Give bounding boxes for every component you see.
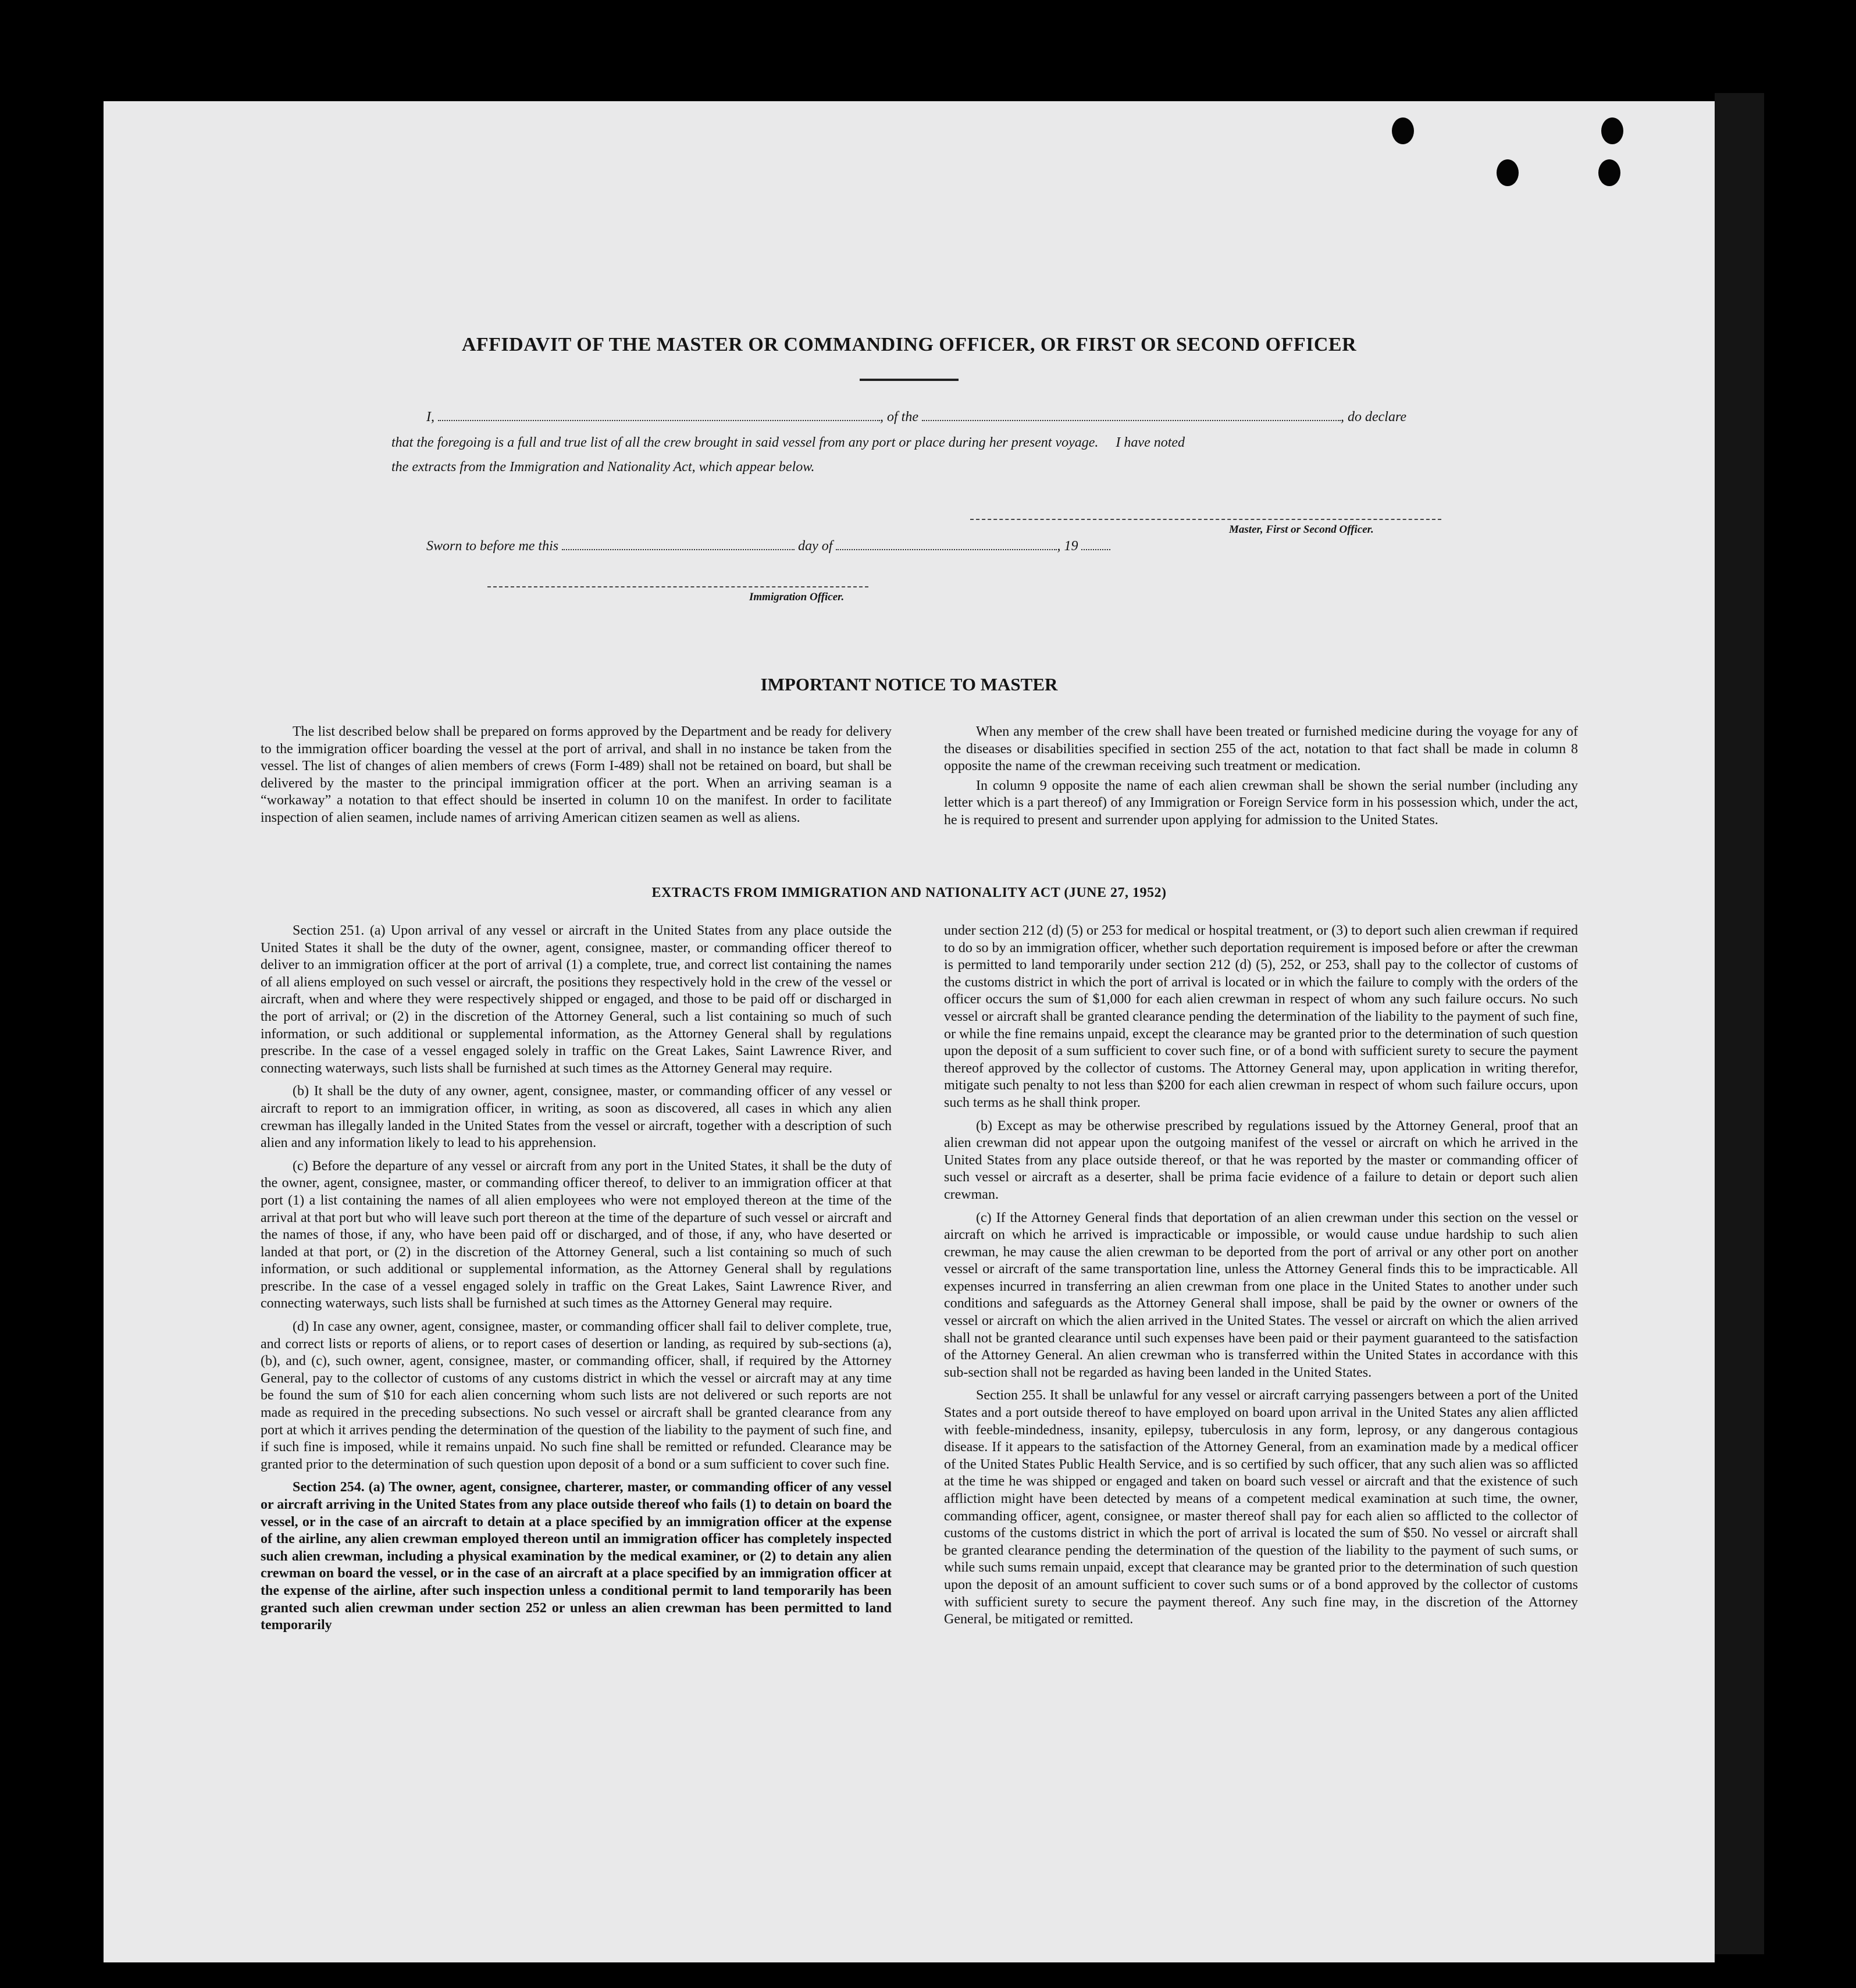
master-signature-label: Master, First or Second Officer.	[1229, 523, 1374, 536]
declaration-do-declare: , do declare	[1341, 409, 1407, 425]
sworn-line	[426, 539, 1110, 554]
declaration-i-label: I,	[426, 409, 434, 425]
extract-paragraph: Section 251. (a) Upon arrival of any vessel or aircraft in the United States from any place outside the United States it shall be the duty of the owner, agent, consignee, master, or commanding officer thereof to deliver to an immigration officer at the port of arrival (1) a complete, true, and correct list containing the names of all aliens employed on such vessel or aircraft, the positions they respectively hold in the crew of the vessel or aircraft, when and where they were respectively shipped or engaged, and those to be paid off or discharged in the port of arrival; or (2) in the discretion of the Attorney General, such a list containing so much of such information, or such additional or supplemental information, as the Attorney General shall by regulations prescribe. In the case of a vessel engaged solely in traffic on the Great Lakes, Saint Lawrence River, and connecting waterways, such lists shall be furnished at such times as the Attorney General may require.	[261, 923, 892, 1076]
punch-hole	[1392, 117, 1414, 144]
extract-paragraph: (c) If the Attorney General finds that deportation of an alien crewman under this section on the vessel or aircraft on which he arrived is impracticable or impossible, or would cause undue hardship to such alien crewman, he may cause the alien crewman to be deported from the port of arrival or any other port on another vessel or aircraft of the same transportation line, unless the Attorney General finds this to be impracticable. All expenses incurred in transferring an alien crewman from one place in the United States to another under such conditions and safeguards as the Attorney General shall impose, shall be paid by the owner or owners of the vessel or aircraft on which the alien arrived in the United States. The vessel or aircraft on which the alien arrived shall not be granted clearance until such expenses have been paid or their payment guaranteed to the satisfaction of the Attorney General. An alien crewman who is transferred within the United States in accordance with this sub-section shall not be regarded as having been landed in the United States.	[944, 1210, 1578, 1380]
punch-hole	[1497, 159, 1519, 186]
notice-right-column	[944, 724, 1578, 832]
notice-heading: IMPORTANT NOTICE TO MASTER	[760, 674, 1058, 694]
notice-left-column	[261, 724, 892, 829]
extract-paragraph: (d) In case any owner, agent, consignee, master, or commanding officer shall fail to deliver complete, true, and correct lists or reports of aliens, or to report cases of desertion or landing, as required by sub-sections (a), (b), and (c), such owner, agent, consignee, master, or commanding officer, shall, if required by the Attorney General, pay to the collector of customs of any customs district in which the vessel or aircraft may at any time be found the sum of $10 for each alien concerning whom such lists are not delivered or such reports are not made as required in the preceding subsections. No such vessel or aircraft shall be granted clearance from any port at which it arrives pending the determination of the question of the liability to the payment of such fine, and if such fine is imposed, while it remains unpaid. No such fine shall be remitted or refunded. Clearance may be granted prior to the determination of such question upon deposit of a bond or a sum sufficient to cover such fine.	[261, 1319, 892, 1472]
document-page	[104, 101, 1715, 1962]
extracts-heading: EXTRACTS FROM IMMIGRATION AND NATIONALITY ACT (JUNE 27, 1952)	[651, 885, 1167, 900]
punch-hole	[1601, 117, 1623, 144]
name-blank-field[interactable]	[438, 409, 880, 421]
title-rule	[860, 379, 959, 381]
sworn-year-prefix: , 19	[1057, 539, 1078, 554]
extract-paragraph: (b) It shall be the duty of any owner, agent, consignee, master, or commanding officer of any vessel or aircraft to report to an immigration officer, in writing, as soon as discovered, all cases in which any alien crewman has illegally landed in the United States from the vessel or aircraft, together with a description of such alien and any information likely to lead to his apprehension.	[261, 1084, 892, 1151]
notice-left-paragraph: The list described below shall be prepared on forms approved by the Department and be ready for delivery to the immigration officer boarding the vessel at the port of arrival, and shall in no instance be taken from the vessel. The list of changes of alien members of crews (Form I-489) shall not be retained on board, but shall be delivered by the master to the principal immigration officer at the port. When an arriving seaman is a “workaway” a notation to that effect should be inserted in column 10 on the manifest. In order to facilitate inspection of alien seamen, include names of arriving American citizen seamen as well as aliens.	[261, 724, 892, 825]
scanner-edge-strip	[1715, 93, 1764, 1954]
extract-paragraph: under section 212 (d) (5) or 253 for medical or hospital treatment, or (3) to deport such alien crewman if required to do so by an immigration officer, whether such deportation requirement is imposed before or after the crewman is permitted to land temporarily under section 212 (d) (5), 252, or 253, shall pay to the collector of customs of the customs district in which the port of arrival is located or in which the failure to comply with the orders of the officer occurs the sum of $1,000 for each alien crewman in respect of whom any such failure occurs. No such vessel or aircraft shall be granted clearance pending the determination of the liability to the payment of such fine, or while the fine remains unpaid, except the clearance may be granted prior to the determination of such question upon the deposit of a sum sufficient to cover such fine, or of a bond with sufficient surety to secure the payment thereof approved by the collector of customs. The Attorney General may, upon application in writing therefor, mitigate such penalty to not less than $200 for each alien crewman in respect of whom such failure occurs, upon such terms as he shall think proper.	[944, 923, 1578, 1110]
immigration-officer-label: Immigration Officer.	[749, 591, 845, 603]
notice-right-paragraph-2: In column 9 opposite the name of each alien crewman shall be shown the serial number (including any letter which is a part thereof) of any Immigration or Foreign Service form in his possession which, under the act, he is required to present and surrender upon applying for admission to the United States.	[944, 778, 1578, 828]
sworn-month-field[interactable]	[836, 539, 1057, 550]
immigration-officer-signature-line[interactable]	[487, 586, 868, 587]
sworn-year-field[interactable]	[1081, 539, 1110, 550]
master-signature-line[interactable]	[970, 519, 1441, 520]
notice-right-paragraph-1: When any member of the crew shall have been treated or furnished medicine during the voyage for any of the diseases or disabilities specified in section 255 of the act, notation to that fact shall be made in column 8 opposite the name of the crewman receiving such treatment or medication.	[944, 724, 1578, 774]
extracts-left-column	[261, 922, 892, 1640]
extract-paragraph: Section 254. (a) The owner, agent, consignee, charterer, master, or commanding officer of any vessel or aircraft arriving in the United States from any place outside thereof who fails (1) to detain on board the vessel, or in the case of an aircraft to detain at a place specified by an immigration officer at the expense of the airline, any alien crewman employed thereon until an immigration officer has completely inspected such alien crewman, including a physical examination by the medical examiner, or (2) to detain any alien crewman on board the vessel, or in the case of an aircraft at a place specified by an immigration officer at the expense of the airline, after such inspection unless a conditional permit to land temporarily has been granted such alien crewman under section 252 or unless an alien crewman has been permitted to land temporarily	[261, 1480, 892, 1633]
sworn-label: Sworn to before me this	[426, 539, 559, 554]
declaration-of-the-label: , of the	[880, 409, 918, 425]
extract-paragraph: Section 255. It shall be unlawful for any vessel or aircraft carrying passengers between a port of the United States and a port outside thereof to have employed on board upon arrival in the United States any alien afflicted with feeble-mindedness, insanity, epilepsy, tuberculosis in any form, leprosy, or any dangerous contagious disease. If it appears to the satisfaction of the Attorney General, from an examination made by a medical officer of the United States Public Health Service, and is so certified by such officer, that any such alien was so afflicted at the time he was shipped or engaged and taken on board such vessel or aircraft and that the existence of such affliction might have been detected by means of a competent medical examination at such time, the owner, commanding officer, agent, consignee, or master thereof shall pay for each alien so afflicted to the collector of customs of the customs district in which the port of arrival is located the sum of $50. No vessel or aircraft shall be granted clearance pending the determination of the question of the liability to the payment of such sums, or while such sums remain unpaid, except that clearance may be granted prior to the determination of such question upon the deposit of an amount sufficient to cover such sums or of a bond approved by the collector of customs with sufficient surety to secure the payment thereof. Any such fine may, in the discretion of the Attorney General, be mitigated or remitted.	[944, 1388, 1578, 1627]
sworn-day-field[interactable]	[562, 539, 795, 550]
extracts-right-column	[944, 922, 1578, 1634]
declaration-line-1	[426, 409, 1406, 425]
vessel-blank-field[interactable]	[922, 409, 1341, 421]
declaration-line-2: that the foregoing is a full and true list of all the crew brought in said vessel from any port or place during her present voyage. I have noted	[391, 435, 1185, 450]
declaration-line-3: the extracts from the Immigration and Nationality Act, which appear below.	[391, 459, 815, 475]
extract-paragraph: (b) Except as may be otherwise prescribed by regulations issued by the Attorney General, proof that an alien crewman did not appear upon the outgoing manifest of the vessel or aircraft on which he arrived in the United States from any place outside thereof, or that he was reported by the master or commanding officer of such vessel or aircraft as a deserter, shall be prima facie evidence of a failure to detain or deport such alien crewman.	[944, 1118, 1578, 1202]
sworn-day-of-label: day of	[798, 539, 833, 554]
affidavit-title: AFFIDAVIT OF THE MASTER OR COMMANDING OFFICER, OR FIRST OR SECOND OFFICER	[461, 334, 1357, 355]
punch-hole	[1598, 159, 1620, 186]
extract-paragraph: (c) Before the departure of any vessel or aircraft from any port in the United States, it shall be the duty of the owner, agent, consignee, master, or commanding officer thereof, to deliver to an immigration officer at that port (1) a list containing the names of all alien employees who were not employed thereon at the time of the arrival at that port but who will leave such port thereon at the time of the departure of such vessel or aircraft and the names of those, if any, who have been paid off or discharged, and of those, if any, who have deserted or landed at that port, or (2) in the discretion of the Attorney General, such a list containing so much of such information, or such additional or supplemental information, as the Attorney General shall by regulations prescribe. In the case of a vessel engaged solely in traffic on the Great Lakes, Saint Lawrence River, and connecting waterways, such lists shall be furnished at such times as the Attorney General may require.	[261, 1158, 892, 1312]
